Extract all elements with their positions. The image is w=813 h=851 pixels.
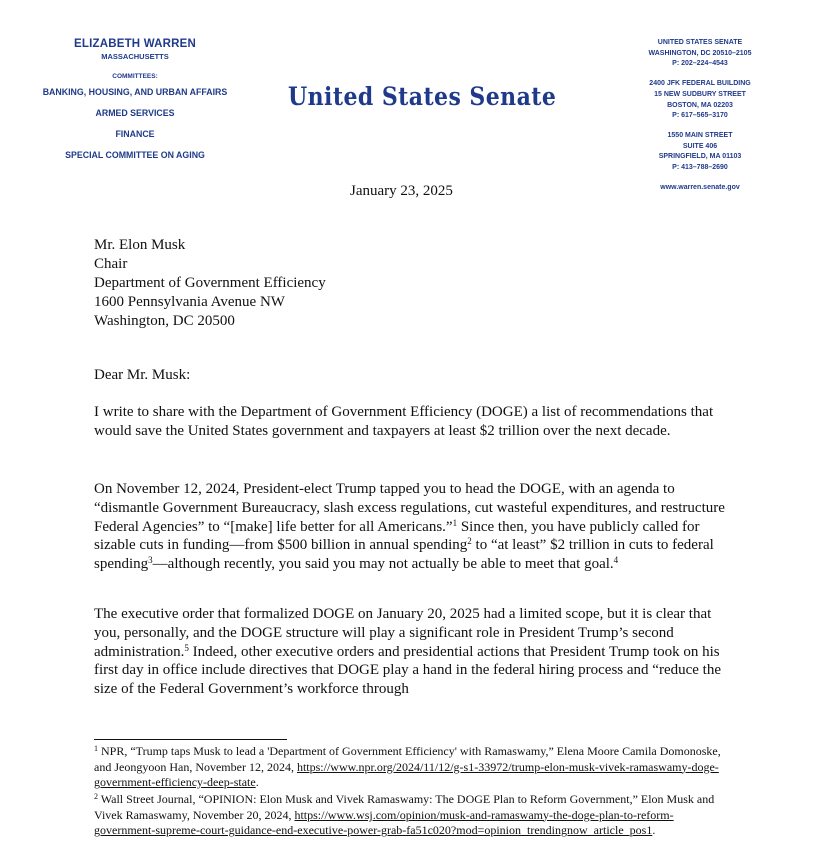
recipient-line: 1600 Pennsylvania Avenue NW bbox=[94, 294, 285, 310]
footnote-2 bbox=[94, 792, 734, 839]
website[interactable]: www.warren.senate.gov bbox=[660, 183, 740, 191]
footnote-1 bbox=[94, 744, 734, 791]
committee-item: ARMED SERVICES bbox=[95, 108, 175, 118]
recipient-line: Department of Government Efficiency bbox=[94, 275, 326, 291]
footnote-text: . bbox=[255, 775, 259, 790]
office-line: P: 413–788–2690 bbox=[672, 164, 728, 172]
recipient-line: Mr. Elon Musk bbox=[94, 237, 186, 253]
committee-item: FINANCE bbox=[115, 129, 155, 139]
office-boston bbox=[630, 79, 770, 122]
salutation: Dear Mr. Musk: bbox=[94, 367, 191, 383]
recipient-line: Chair bbox=[94, 256, 128, 272]
paragraph-3 bbox=[94, 605, 734, 699]
footnote-ref[interactable]: 5 bbox=[184, 642, 189, 653]
senator-name: ELIZABETH WARREN bbox=[73, 38, 197, 50]
office-washington bbox=[630, 38, 770, 70]
office-springfield bbox=[630, 131, 770, 174]
recipient-address bbox=[94, 236, 326, 331]
paragraph-2 bbox=[94, 480, 734, 574]
letterhead-right bbox=[630, 38, 770, 193]
footnote-text: . bbox=[652, 823, 656, 838]
office-line: SPRINGFIELD, MA 01103 bbox=[658, 153, 742, 161]
senate-title: United States Senate bbox=[288, 82, 557, 111]
footnote-ref[interactable]: 1 bbox=[452, 517, 458, 528]
footnote-link[interactable]: https://www.npr.org/2024/11/12/g-s1-33972/trump-elon-musk-vivek-ramaswamy-doge-government-efficiency-deep-state bbox=[94, 759, 719, 790]
footnote-ref[interactable]: 3 bbox=[148, 555, 153, 566]
office-line: 1550 MAIN STREET bbox=[667, 131, 733, 139]
office-line: 2400 JFK FEDERAL BUILDING bbox=[649, 80, 751, 88]
footnote-divider bbox=[94, 739, 287, 740]
paragraph-text: —although recently, you said you may not actually be able to meet that goal. bbox=[152, 556, 614, 573]
footnote-number: 1 bbox=[94, 744, 98, 753]
office-line: P: 617–565–3170 bbox=[672, 112, 728, 120]
office-line: P: 202–224–4543 bbox=[672, 60, 728, 68]
office-line: UNITED STATES SENATE bbox=[657, 39, 743, 46]
letter-date: January 23, 2025 bbox=[350, 183, 453, 199]
footnote-number: 2 bbox=[94, 792, 98, 801]
paragraph-text: Indeed, other executive orders and presidential actions that President Trump took on his first day in office include directives that DOGE play a hand in the federal hiring process and “reduce the size of the Federal Government’s workforce through bbox=[94, 643, 721, 698]
footnote-ref[interactable]: 2 bbox=[467, 536, 472, 547]
committee-item: BANKING, HOUSING, AND URBAN AFFAIRS bbox=[42, 87, 228, 97]
letterhead-left bbox=[30, 38, 240, 166]
office-line: SUITE 406 bbox=[682, 142, 718, 150]
committees-label: COMMITTEES: bbox=[112, 73, 158, 80]
committee-item: SPECIAL COMMITTEE ON AGING bbox=[65, 150, 205, 160]
paragraph-text: Since then, you have publicly called for sizable cuts in funding—from $500 billion in annual spending bbox=[94, 518, 700, 554]
footnote-link[interactable]: https://www.wsj.com/opinion/musk-and-ramaswamy-the-doge-plan-to-reform-government-supreme-court-guidance-end-executive-power-grab-fa51c020?mod=opinion_trendingnow_article_pos1 bbox=[94, 807, 674, 838]
footnote-ref[interactable]: 4 bbox=[613, 555, 619, 566]
paragraph-1: I write to share with the Department of Government Efficiency (DOGE) a list of recommendations that would save the United States government and taxpayers at least $2 trillion over the next decade. bbox=[94, 404, 714, 439]
paragraph-text: On November 12, 2024, President-elect Trump tapped you to head the DOGE, with an agenda to “dismantle Government Bureaucracy, slash excess regulations, cut wasteful expenditures, and restructure Federal Agencies” to “[make] life better for all Americans.” bbox=[94, 481, 725, 535]
recipient-line: Washington, DC 20500 bbox=[94, 313, 235, 329]
footnote-text: NPR, “Trump taps Musk to lead a 'Department of Government Efficiency' with Ramaswamy,” Elena Moore Camila Domonoske, and Jeongyoon Han, November 12, 2024, bbox=[94, 744, 721, 774]
paragraph-text: to “at least” $2 trillion in cuts to federal spending bbox=[94, 537, 714, 573]
committees-list bbox=[30, 82, 240, 166]
footnote-text: Wall Street Journal, “OPINION: Elon Musk and Vivek Ramaswamy: The DOGE Plan to Reform Government,” Elon Musk and Vivek Ramaswamy, November 20, 2024, bbox=[94, 792, 715, 822]
office-line: WASHINGTON, DC 20510–2105 bbox=[648, 49, 752, 57]
senator-state: MASSACHUSETTS bbox=[101, 52, 169, 61]
office-line: 15 NEW SUDBURY STREET bbox=[654, 90, 746, 98]
office-line: BOSTON, MA 02203 bbox=[667, 101, 733, 109]
paragraph-text: The executive order that formalized DOGE on January 20, 2025 had a limited scope, but it is clear that you, personally, and the DOGE structure will play a significant role in President Trump’s second administration. bbox=[94, 606, 712, 660]
